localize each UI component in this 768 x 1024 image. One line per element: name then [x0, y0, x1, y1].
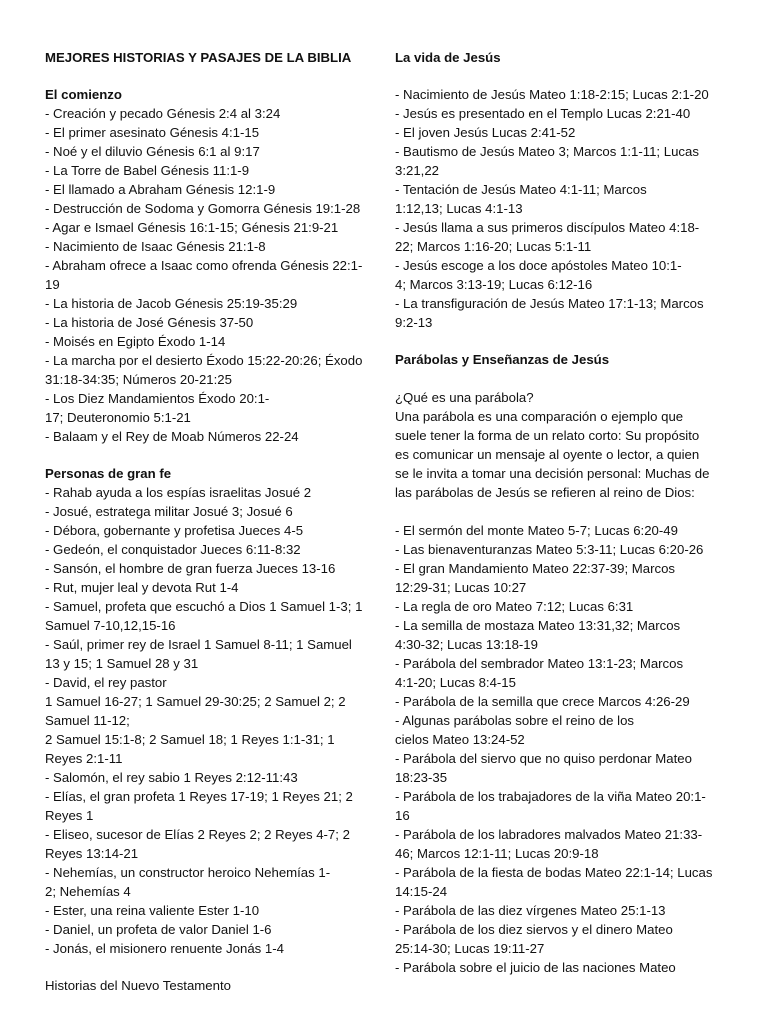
- text-line: las parábolas de Jesús se refieren al reino de Dios:: [395, 485, 695, 500]
- text-line: - Jesús escoge a los doce apóstoles Mateo 10:1-: [395, 258, 682, 273]
- text-line: - Nacimiento de Isaac Génesis 21:1-8: [45, 239, 266, 254]
- text-line: 18:23-35: [395, 770, 448, 785]
- text-line: - Elías, el gran profeta 1 Reyes 17-19; 1 Reyes 21; 2: [45, 789, 353, 804]
- text-line: - Salomón, el rey sabio 1 Reyes 2:12-11:43: [45, 770, 298, 785]
- text-line: - Samuel, profeta que escuchó a Dios 1 Samuel 1-3; 1: [45, 599, 363, 614]
- text-line: - Algunas parábolas sobre el reino de los: [395, 713, 634, 728]
- text-line: - Moisés en Egipto Éxodo 1-14: [45, 334, 226, 349]
- text-line: - Parábola del sembrador Mateo 13:1-23; Marcos: [395, 656, 684, 671]
- text-line: Una parábola es una comparación o ejemplo que: [395, 409, 684, 424]
- text-line: - Abraham ofrece a Isaac como ofrenda Génesis 22:1-: [45, 258, 363, 273]
- list-parabolas: [395, 521, 725, 977]
- document-title: MEJORES HISTORIAS Y PASAJES DE LA BIBLIA: [45, 50, 352, 65]
- parable-intro: [395, 407, 725, 502]
- text-line: - Débora, gobernante y profetisa Jueces 4-5: [45, 523, 304, 538]
- text-line: - La transfiguración de Jesús Mateo 17:1-13; Marcos: [395, 296, 704, 311]
- parable-question: ¿Qué es una parábola?: [395, 390, 534, 405]
- text-line: - El sermón del monte Mateo 5-7; Lucas 6:20-49: [395, 523, 678, 538]
- left-column: [45, 48, 380, 995]
- text-line: - Parábola sobre el juicio de las naciones Mateo: [395, 960, 676, 975]
- text-line: suele tener la forma de un relato corto: Su propósito: [395, 428, 700, 443]
- text-line: 17; Deuteronomio 5:1-21: [45, 410, 191, 425]
- text-line: - Las bienaventuranzas Mateo 5:3-11; Lucas 6:20-26: [395, 542, 704, 557]
- text-line: - La historia de Jacob Génesis 25:19-35:29: [45, 296, 298, 311]
- list-personas-de-fe: [45, 483, 380, 958]
- text-line: Reyes 2:1-11: [45, 751, 123, 766]
- text-line: - Eliseo, sucesor de Elías 2 Reyes 2; 2 Reyes 4-7; 2: [45, 827, 350, 842]
- section-title-el-comienzo: El comienzo: [45, 87, 122, 102]
- text-line: 31:18-34:35; Números 20-21:25: [45, 372, 232, 387]
- text-line: - Creación y pecado Génesis 2:4 al 3:24: [45, 106, 281, 121]
- text-line: - El llamado a Abraham Génesis 12:1-9: [45, 182, 276, 197]
- text-line: - La historia de José Génesis 37-50: [45, 315, 254, 330]
- text-line: 19: [45, 277, 60, 292]
- text-line: - Rahab ayuda a los espías israelitas Josué 2: [45, 485, 312, 500]
- text-line: - Agar e Ismael Génesis 16:1-15; Génesis 21:9-21: [45, 220, 339, 235]
- section-title-personas-de-fe: Personas de gran fe: [45, 466, 172, 481]
- text-line: - Los Diez Mandamientos Éxodo 20:1-: [45, 391, 270, 406]
- list-vida-de-jesus: [395, 85, 725, 332]
- text-line: Reyes 1: [45, 808, 94, 823]
- text-line: - La Torre de Babel Génesis 11:1-9: [45, 163, 250, 178]
- text-line: - Parábola de las diez vírgenes Mateo 25:1-13: [395, 903, 666, 918]
- text-line: - Tentación de Jesús Mateo 4:1-11; Marcos: [395, 182, 647, 197]
- text-line: - La marcha por el desierto Éxodo 15:22-20:26; Éxodo: [45, 353, 363, 368]
- text-line: - Balaam y el Rey de Moab Números 22-24: [45, 429, 299, 444]
- text-line: 13 y 15; 1 Samuel 28 y 31: [45, 656, 199, 671]
- footer-heading: Historias del Nuevo Testamento: [45, 978, 231, 993]
- text-line: - La semilla de mostaza Mateo 13:31,32; Marcos: [395, 618, 681, 633]
- text-line: - Parábola de la fiesta de bodas Mateo 22:1-14; Lucas: [395, 865, 713, 880]
- text-line: - La regla de oro Mateo 7:12; Lucas 6:31: [395, 599, 634, 614]
- text-line: 14:15-24: [395, 884, 448, 899]
- text-line: 2; Nehemías 4: [45, 884, 131, 899]
- text-line: - Jesús es presentado en el Templo Lucas 2:21-40: [395, 106, 691, 121]
- text-line: - Parábola del siervo que no quiso perdonar Mateo: [395, 751, 692, 766]
- section-title-vida-de-jesus: La vida de Jesús: [395, 50, 501, 65]
- text-line: - Sansón, el hombre de gran fuerza Jueces 13-16: [45, 561, 336, 576]
- text-line: - Gedeón, el conquistador Jueces 6:11-8:32: [45, 542, 301, 557]
- text-line: - Parábola de los labradores malvados Mateo 21:33-: [395, 827, 703, 842]
- text-line: Samuel 11-12;: [45, 713, 130, 728]
- text-line: 4:30-32; Lucas 13:18-19: [395, 637, 538, 652]
- text-line: 2 Samuel 15:1-8; 2 Samuel 18; 1 Reyes 1:1-31; 1: [45, 732, 335, 747]
- text-line: - Parábola de los diez siervos y el dinero Mateo: [395, 922, 673, 937]
- text-line: - Ester, una reina valiente Ester 1-10: [45, 903, 260, 918]
- text-line: Samuel 7-10,12,15-16: [45, 618, 176, 633]
- text-line: - Josué, estratega militar Josué 3; Josué 6: [45, 504, 293, 519]
- text-line: - Parábola de la semilla que crece Marcos 4:26-29: [395, 694, 690, 709]
- text-line: cielos Mateo 13:24-52: [395, 732, 525, 747]
- text-line: - Jesús llama a sus primeros discípulos Mateo 4:18-: [395, 220, 700, 235]
- text-line: 3:21,22: [395, 163, 439, 178]
- text-line: - Nehemías, un constructor heroico Nehemías 1-: [45, 865, 331, 880]
- text-line: - Daniel, un profeta de valor Daniel 1-6: [45, 922, 272, 937]
- text-line: 16: [395, 808, 410, 823]
- text-line: 25:14-30; Lucas 19:11-27: [395, 941, 545, 956]
- text-line: se le invita a tomar una decisión personal: Muchas de: [395, 466, 710, 481]
- text-line: - Bautismo de Jesús Mateo 3; Marcos 1:1-11; Lucas: [395, 144, 699, 159]
- text-line: - El gran Mandamiento Mateo 22:37-39; Marcos: [395, 561, 676, 576]
- text-line: - Jonás, el misionero renuente Jonás 1-4: [45, 941, 284, 956]
- text-line: - Parábola de los trabajadores de la viña Mateo 20:1-: [395, 789, 706, 804]
- text-line: 4; Marcos 3:13-19; Lucas 6:12-16: [395, 277, 593, 292]
- list-el-comienzo: [45, 104, 380, 446]
- text-line: - David, el rey pastor: [45, 675, 167, 690]
- text-line: - Rut, mujer leal y devota Rut 1-4: [45, 580, 239, 595]
- text-line: es comunicar un mensaje al oyente o lector, a quien: [395, 447, 700, 462]
- right-column: [395, 48, 725, 977]
- text-line: 12:29-31; Lucas 10:27: [395, 580, 527, 595]
- text-line: 22; Marcos 1:16-20; Lucas 5:1-11: [395, 239, 592, 254]
- text-line: 9:2-13: [395, 315, 433, 330]
- text-line: 1:12,13; Lucas 4:1-13: [395, 201, 523, 216]
- text-line: 4:1-20; Lucas 8:4-15: [395, 675, 516, 690]
- text-line: - El joven Jesús Lucas 2:41-52: [395, 125, 576, 140]
- text-line: 1 Samuel 16-27; 1 Samuel 29-30:25; 2 Samuel 2; 2: [45, 694, 346, 709]
- text-line: Reyes 13:14-21: [45, 846, 139, 861]
- text-line: - Nacimiento de Jesús Mateo 1:18-2:15; Lucas 2:1-20: [395, 87, 709, 102]
- section-title-parabolas: Parábolas y Enseñanzas de Jesús: [395, 352, 610, 367]
- text-line: - El primer asesinato Génesis 4:1-15: [45, 125, 260, 140]
- text-line: - Destrucción de Sodoma y Gomorra Génesis 19:1-28: [45, 201, 361, 216]
- text-line: 46; Marcos 12:1-11; Lucas 20:9-18: [395, 846, 599, 861]
- text-line: - Saúl, primer rey de Israel 1 Samuel 8-11; 1 Samuel: [45, 637, 352, 652]
- text-line: - Noé y el diluvio Génesis 6:1 al 9:17: [45, 144, 260, 159]
